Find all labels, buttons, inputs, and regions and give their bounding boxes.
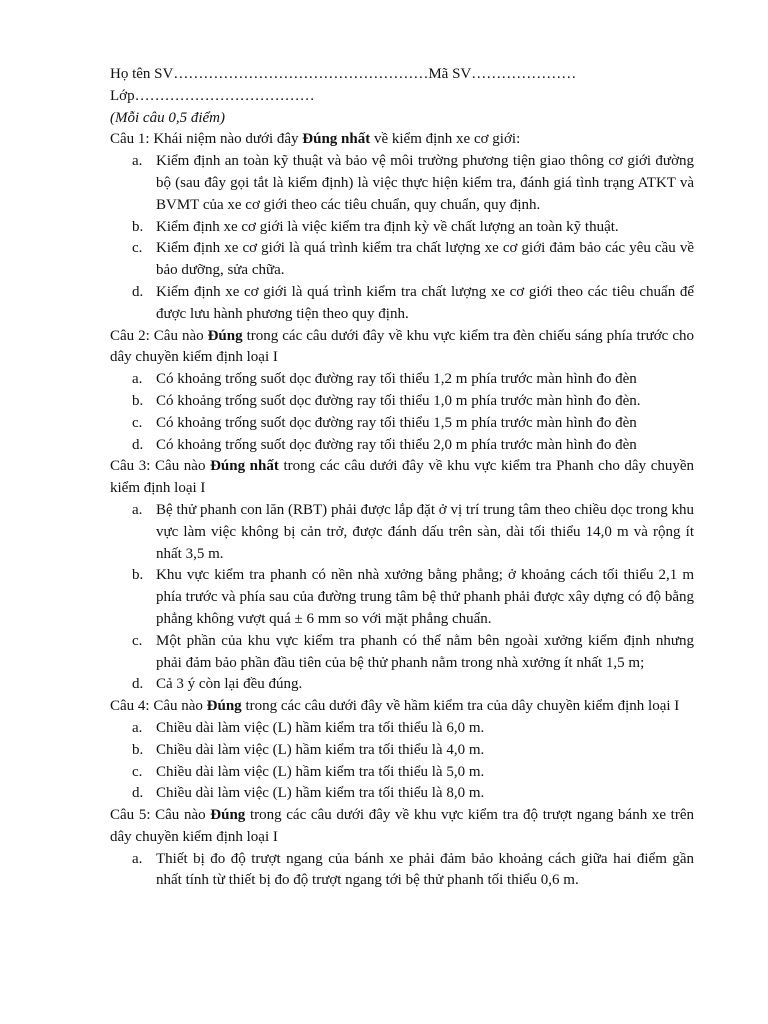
answer-option [110, 238, 694, 282]
option-text: Chiều dài làm việc (L) hầm kiểm tra tối thiểu là 5,0 m. [156, 763, 485, 780]
points-note: (Mỗi câu 0,5 điểm) [110, 109, 225, 126]
option-text: Thiết bị đo độ trượt ngang của bánh xe phải đảm bảo khoảng cách giữa hai điểm gần nhất tính từ thiết bị đo độ trượt ngang tới bệ thử phanh tối thiểu 0,6 m. [156, 850, 694, 889]
class-line: Lớp……………………………… [110, 87, 315, 104]
option-text: Có khoảng trống suốt dọc đường ray tối thiểu 1,5 m phía trước màn hình đo đèn [156, 414, 637, 431]
option-marker: b. [132, 218, 144, 235]
option-text: Kiểm định xe cơ giới là quá trình kiểm tra chất lượng xe cơ giới theo các tiêu chuẩn để được lưu hành phương tiện theo quy định. [156, 283, 694, 322]
answer-option [110, 413, 694, 435]
answer-option [110, 783, 694, 805]
question-stem-emphasis: Đúng [210, 807, 246, 824]
option-marker: b. [132, 392, 144, 409]
option-marker: d. [132, 283, 144, 300]
option-text: Kiểm định an toàn kỹ thuật và bảo vệ môi trường phương tiện giao thông cơ giới đường bộ (sau đây gọi tắt là kiểm định) là việc thực hiện kiểm tra, đánh giá tình trạng ATKT và BVMT của xe cơ giới theo các tiêu chuẩn, quy chuẩn, quy định. [156, 153, 694, 213]
option-marker: a. [132, 371, 143, 388]
answer-options [110, 849, 694, 893]
option-text: Chiều dài làm việc (L) hầm kiểm tra tối thiểu là 6,0 m. [156, 719, 485, 736]
question-stem [110, 326, 694, 370]
option-marker: a. [132, 719, 143, 736]
option-marker: c. [132, 632, 143, 649]
answer-option [110, 631, 694, 675]
answer-option [110, 740, 694, 762]
question-stem-prefix: Câu 5: Câu nào [110, 807, 211, 824]
question-1 [110, 129, 694, 325]
option-marker: d. [132, 676, 144, 693]
question-5 [110, 805, 694, 892]
answer-options [110, 151, 694, 325]
answer-option [110, 718, 694, 740]
question-3 [110, 456, 694, 696]
question-stem-prefix: Câu 4: Câu nào [110, 698, 207, 715]
answer-option [110, 565, 694, 630]
answer-option [110, 762, 694, 784]
option-marker: c. [132, 414, 143, 431]
question-stem [110, 805, 694, 849]
option-text: Có khoảng trống suốt dọc đường ray tối thiểu 2,0 m phía trước màn hình đo đèn [156, 436, 637, 453]
question-stem-emphasis: Đúng nhất [210, 458, 279, 475]
option-marker: a. [132, 153, 143, 170]
option-text: Khu vực kiểm tra phanh có nền nhà xưởng bằng phẳng; ở khoảng cách tối thiểu 2,1 m phía trước và phía sau của đường trung tâm bệ thử phanh phải được xây dựng có độ bằng phẳng không vượt quá ± 6 mm so với mặt phẳng chuẩn. [156, 567, 694, 627]
question-stem-emphasis: Đúng [207, 327, 243, 344]
answer-options [110, 369, 694, 456]
question-stem-suffix: về kiểm định xe cơ giới: [370, 131, 521, 148]
option-marker: a. [132, 501, 143, 518]
option-text: Bệ thử phanh con lăn (RBT) phải được lắp đặt ở vị trí trung tâm theo chiều dọc trong khu vực làm việc không bị cản trở, được đánh dấu trên sàn, dài tối thiểu 14,0 m và rộng ít nhất 3,5 m. [156, 501, 694, 562]
option-marker: c. [132, 240, 143, 257]
option-text: Chiều dài làm việc (L) hầm kiểm tra tối thiểu là 8,0 m. [156, 785, 485, 802]
answer-option [110, 849, 694, 893]
option-text: Có khoảng trống suốt dọc đường ray tối thiểu 1,0 m phía trước màn hình đo đèn. [156, 392, 641, 409]
answer-option [110, 391, 694, 413]
option-text: Kiểm định xe cơ giới là quá trình kiểm tra chất lượng xe cơ giới đảm bảo các yêu cầu về bảo dưỡng, sửa chữa. [156, 240, 694, 279]
answer-option [110, 500, 694, 565]
option-marker: a. [132, 850, 143, 867]
question-stem-prefix: Câu 2: Câu nào [110, 327, 208, 344]
question-stem-suffix: trong các câu dưới đây về hầm kiểm tra của dây chuyền kiểm định loại I [241, 698, 680, 715]
answer-option [110, 435, 694, 457]
question-2 [110, 326, 694, 457]
option-text: Có khoảng trống suốt dọc đường ray tối thiểu 1,2 m phía trước màn hình đo đèn [156, 371, 637, 388]
question-stem-suffix: trong các câu dưới đây về khu vực kiểm tra đèn chiếu sáng phía trước cho dây chuyền kiểm định loại I [110, 327, 694, 366]
student-name-line: Họ tên SV……………………………………………Mã SV………………… [110, 66, 577, 82]
answer-options [110, 718, 694, 805]
option-text: Cả 3 ý còn lại đều đúng. [156, 676, 303, 693]
question-list [110, 129, 694, 892]
exam-page [110, 64, 694, 892]
question-stem [110, 129, 694, 151]
answer-option [110, 282, 694, 326]
option-text: Chiều dài làm việc (L) hầm kiểm tra tối thiểu là 4,0 m. [156, 741, 485, 758]
question-stem-prefix: Câu 3: Câu nào [110, 458, 211, 475]
answer-option [110, 217, 694, 239]
option-marker: d. [132, 436, 144, 453]
option-marker: b. [132, 741, 144, 758]
option-marker: c. [132, 763, 143, 780]
question-stem [110, 456, 694, 500]
option-text: Kiểm định xe cơ giới là việc kiểm tra định kỳ về chất lượng an toàn kỹ thuật. [156, 218, 619, 235]
answer-options [110, 500, 694, 696]
answer-option [110, 369, 694, 391]
question-stem-emphasis: Đúng [206, 698, 242, 715]
question-stem-suffix: trong các câu dưới đây về khu vực kiểm tra độ trượt ngang bánh xe trên dây chuyền kiểm định loại I [110, 807, 694, 845]
question-stem-suffix: trong các câu dưới đây về khu vực kiểm tra Phanh cho dây chuyền kiểm định loại I [110, 458, 695, 497]
option-text: Một phần của khu vực kiểm tra phanh có thể nằm bên ngoài xưởng kiểm định nhưng phải đảm bảo phần đầu tiên của bệ thử phanh nằm trong nhà xưởng ít nhất 1,5 m; [156, 632, 694, 671]
answer-option [110, 151, 694, 216]
question-4 [110, 696, 694, 805]
question-stem [110, 696, 694, 718]
option-marker: d. [132, 785, 144, 802]
answer-option [110, 674, 694, 696]
question-stem-emphasis: Đúng nhất [302, 131, 371, 148]
question-stem-prefix: Câu 1: Khái niệm nào dưới đây [110, 131, 303, 148]
option-marker: b. [132, 567, 144, 584]
